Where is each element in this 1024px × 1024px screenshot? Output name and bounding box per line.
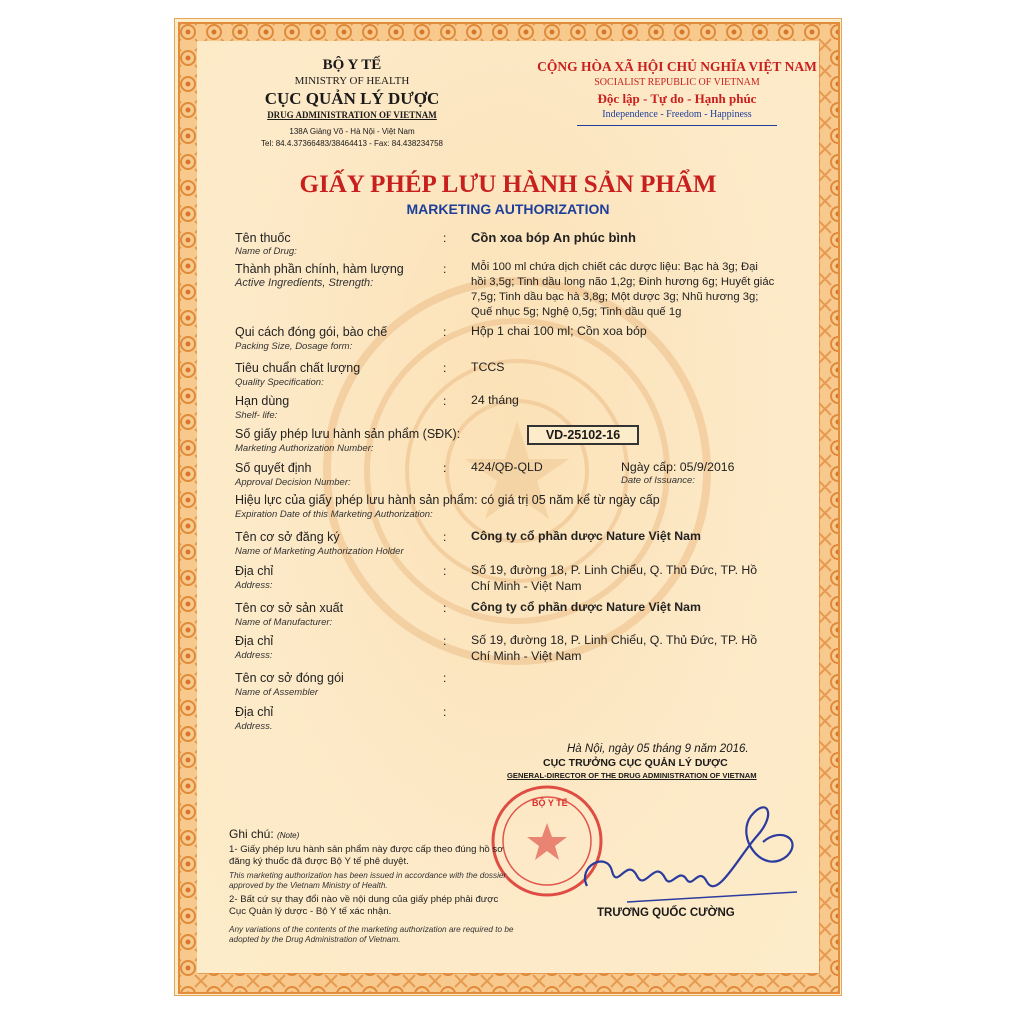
- dept-phone: Tel: 84.4.37366483/38464413 - Fax: 84.438234758: [261, 139, 443, 148]
- dept-address: 138A Giảng Võ - Hà Nội - Việt Nam: [289, 127, 415, 136]
- ma-number-label-en: Marketing Authorization Number:: [235, 443, 374, 454]
- notes-heading-en: (Note): [277, 831, 300, 840]
- dept-en: DRUG ADMINISTRATION OF VIETNAM: [267, 110, 437, 120]
- shelf-life-label-en: Shelf- life:: [235, 410, 278, 421]
- decision-label-en: Approval Decision Number:: [235, 477, 351, 488]
- manufacturer-address-line: Số 19, đường 18, P. Linh Chiểu, Q. Thủ Đức, TP. Hồ: [471, 633, 758, 647]
- decision-label: Số quyết định: [235, 461, 312, 475]
- assembler-address-label: Địa chỉ: [235, 705, 274, 719]
- drug-name-label: Tên thuốc: [235, 231, 291, 245]
- motto-en: Independence - Freedom - Happiness: [602, 109, 752, 120]
- ministry-vn: BỘ Y TẾ: [322, 57, 382, 73]
- note-2-line: Cục Quản lý dược - Bộ Y tế xác nhận.: [229, 906, 392, 917]
- note-2-en-line: Any variations of the contents of the marketing authorization are required to be: [229, 925, 514, 934]
- colon: :: [443, 461, 447, 475]
- ma-number-label: Số giấy phép lưu hành sản phẩm (SĐK):: [235, 427, 461, 441]
- colon: :: [443, 564, 447, 578]
- ingredients-line: 7,5g; Tinh dầu bạc hà 3,8g; Một dược 3g; Nhũ hương 3g;: [471, 291, 759, 303]
- assembler-label-en: Name of Assembler: [235, 687, 319, 698]
- manufacturer-label-en: Name of Manufacturer:: [235, 617, 333, 628]
- notes-heading-vn: Ghi chú:: [229, 827, 274, 841]
- holder-value: Công ty cổ phần dược Nature Việt Nam: [471, 529, 701, 543]
- note-1-line: 1- Giấy phép lưu hành sản phẩm này được cấp theo đúng hồ sơ: [229, 844, 504, 855]
- drug-name-value: Cồn xoa bóp An phúc bình: [471, 230, 636, 245]
- signer-name: TRƯƠNG QUỐC CƯỜNG: [597, 907, 735, 919]
- title-en: MARKETING AUTHORIZATION: [406, 201, 610, 217]
- signer-title-en: GENERAL-DIRECTOR OF THE DRUG ADMINISTRATION OF VIETNAM: [507, 771, 757, 780]
- motto-vn: Độc lập - Tự do - Hạnh phúc: [597, 91, 757, 106]
- note-2-en-line: adopted by the Drug Administration of Vietnam.: [229, 935, 401, 944]
- packing-value: Hộp 1 chai 100 ml; Cồn xoa bóp: [471, 324, 647, 338]
- ministry-en: MINISTRY OF HEALTH: [294, 75, 410, 87]
- note-1-en-line: This marketing authorization has been issued in accordance with the dossier: [229, 871, 507, 880]
- colon: :: [443, 361, 447, 375]
- ingredients-line: Mỗi 100 ml chứa dịch chiết các dược liệu: Bạc hà 3g; Đại: [471, 261, 758, 273]
- shelf-life-value: 24 tháng: [471, 393, 519, 407]
- title-vn: GIẤY PHÉP LƯU HÀNH SẢN PHẨM: [299, 171, 717, 198]
- manufacturer-address-label: Địa chỉ: [235, 634, 274, 648]
- holder-label-en: Name of Marketing Authorization Holder: [235, 546, 404, 557]
- holder-address-label-en: Address:: [235, 580, 273, 591]
- ingredients-label: Thành phần chính, hàm lượng: [235, 262, 404, 276]
- colon: :: [443, 262, 447, 276]
- colon: :: [443, 231, 447, 245]
- dept-vn: CỤC QUẢN LÝ DƯỢC: [264, 89, 440, 108]
- holder-address-line: Chí Minh - Việt Nam: [471, 579, 582, 593]
- holder-label: Tên cơ sở đăng ký: [235, 530, 340, 544]
- ingredients-label-en: Active Ingredients, Strength:: [235, 277, 374, 289]
- colon: :: [443, 530, 447, 544]
- colon: :: [443, 394, 447, 408]
- drug-name-label-en: Name of Drug:: [235, 246, 297, 257]
- assembler-label: Tên cơ sở đóng gói: [235, 671, 344, 685]
- motto-underline: [577, 125, 777, 126]
- colon: :: [443, 325, 447, 339]
- certificate-sheet: [174, 18, 842, 996]
- quality-value: TCCS: [471, 360, 505, 374]
- note-1-en-line: approved by the Vietnam Ministry of Health.: [229, 881, 388, 890]
- country-vn: CỘNG HÒA XÃ HỘI CHỦ NGHĨA VIỆT NAM: [537, 59, 817, 74]
- manufacturer-address-label-en: Address:: [235, 650, 273, 661]
- colon: :: [443, 705, 447, 719]
- issue-date-label-en: Date of Issuance:: [621, 475, 695, 486]
- content-area: [197, 41, 819, 973]
- colon: :: [443, 671, 447, 685]
- colon: :: [443, 601, 447, 615]
- quality-label: Tiêu chuẩn chất lượng: [235, 361, 361, 375]
- ma-number-value: VD-25102-16: [527, 425, 639, 445]
- expiration-label: Hiệu lực của giấy phép lưu hành sản phẩm: có giá trị 05 năm kể từ ngày cấp: [235, 493, 660, 507]
- signer-title-vn: CỤC TRƯỞNG CỤC QUẢN LÝ DƯỢC: [543, 757, 728, 769]
- quality-label-en: Quality Specification:: [235, 377, 324, 388]
- shelf-life-label: Hạn dùng: [235, 394, 290, 408]
- expiration-label-en: Expiration Date of this Marketing Authorization:: [235, 509, 433, 520]
- note-1-line: đăng ký thuốc đã được Bộ Y tế phê duyệt.: [229, 856, 409, 867]
- notes-heading: [229, 827, 299, 841]
- country-en: SOCIALIST REPUBLIC OF VIETNAM: [594, 77, 760, 88]
- holder-address-line: Số 19, đường 18, P. Linh Chiểu, Q. Thủ Đức, TP. Hồ: [471, 563, 758, 577]
- manufacturer-label: Tên cơ sở sản xuất: [235, 601, 344, 615]
- ingredients-line: hồi 3,5g; Tinh dầu long não 1,2g; Đinh hương 6g; Huyết giác: [471, 276, 775, 288]
- assembler-address-label-en: Address.: [235, 721, 273, 732]
- manufacturer-value: Công ty cổ phần dược Nature Việt Nam: [471, 600, 701, 614]
- stamp-text: BỘ Y TẾ: [532, 798, 568, 808]
- packing-label: Qui cách đóng gói, bào chế: [235, 325, 388, 339]
- colon: :: [443, 634, 447, 648]
- place-date: Hà Nội, ngày 05 tháng 9 năm 2016.: [567, 743, 749, 755]
- manufacturer-address-line: Chí Minh - Việt Nam: [471, 649, 582, 663]
- note-2-line: 2- Bất cứ sự thay đổi nào về nội dung của giấy phép phải được: [229, 894, 499, 905]
- ingredients-line: Quế nhục 5g; Nghệ 0,5g; Tinh dầu quế 1g: [471, 306, 682, 318]
- decision-value: 424/QĐ-QLD: [471, 460, 543, 474]
- issue-date: Ngày cấp: 05/9/2016: [621, 460, 735, 474]
- packing-label-en: Packing Size, Dosage form:: [235, 341, 353, 352]
- holder-address-label: Địa chỉ: [235, 564, 274, 578]
